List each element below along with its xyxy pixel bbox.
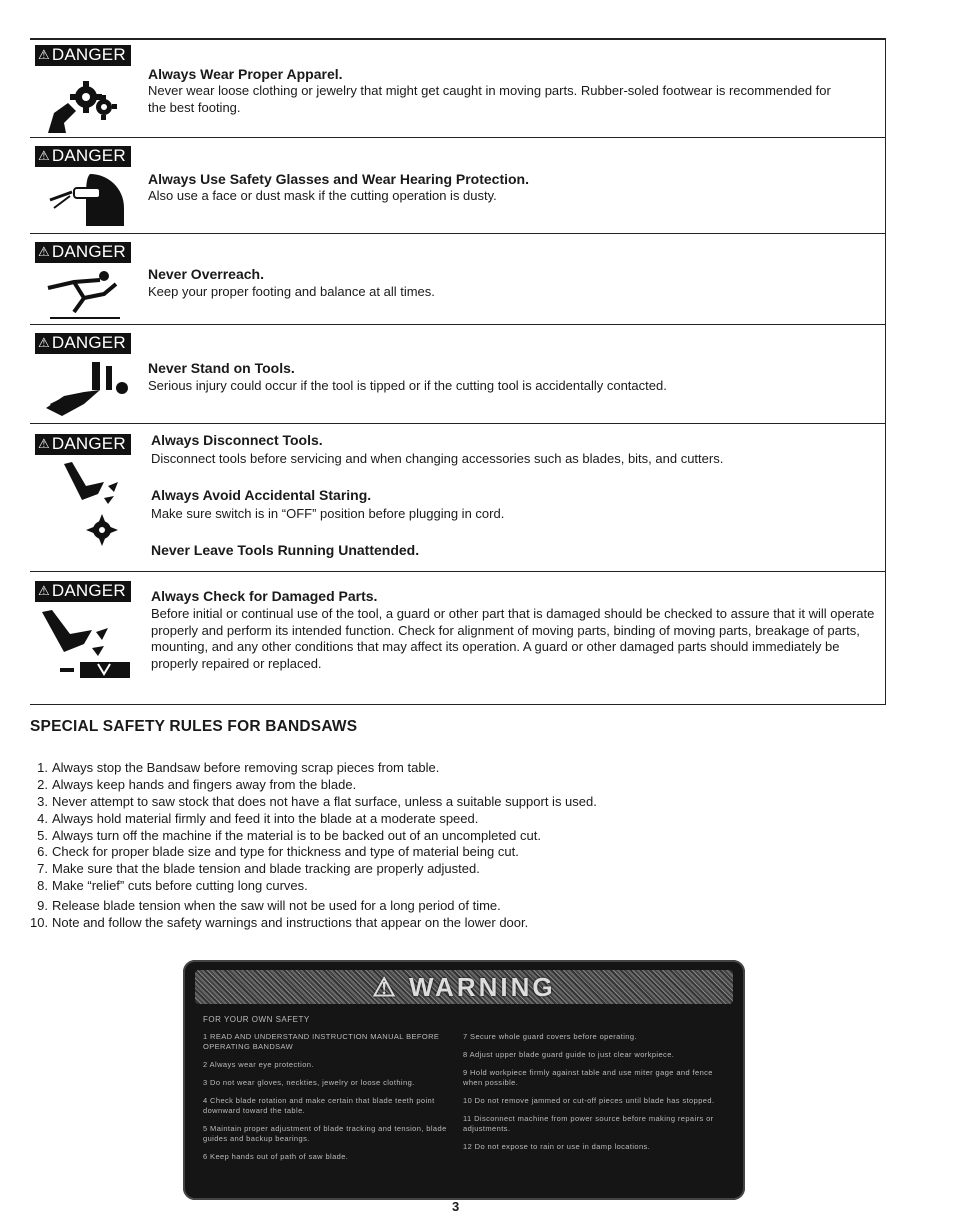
rule-number: 6.: [37, 844, 48, 860]
item-body: Before initial or continual use of the tool, a guard or other part that is damaged should be checked to assure that it will operate properly and perform its intended function. Check for alignment of moving parts, binding of moving parts, breakage of parts, mounting, and any other conditions that may affect its operation. A guard or other damaged parts should immediately be properly repaired or replaced.: [151, 606, 875, 671]
overreach-figure-icon: [44, 268, 124, 320]
item-body: Disconnect tools before servicing and when changing accessories such as blades, bits, and cutters.: [151, 451, 724, 466]
divider: [30, 137, 885, 138]
rule-item: [30, 844, 597, 861]
safety-glasses-head-icon: [46, 170, 126, 230]
rule-number: 9.: [37, 898, 48, 914]
danger-badge: ⚠ DANGER: [35, 45, 131, 66]
item-title: Never Overreach.: [148, 266, 264, 282]
warning-label-item: 7 Secure whole guard covers before operating.: [463, 1032, 637, 1041]
item-body: Make sure switch is in “OFF” position before plugging in cord.: [151, 506, 505, 521]
rule-number: 10.: [30, 915, 49, 931]
gear-hand-icon: [46, 75, 121, 135]
warning-label-item: 11 Disconnect machine from power source before making repairs or adjustments.: [463, 1114, 714, 1133]
rule-text: Always turn off the machine if the material is to be backed out of an uncompleted cut.: [52, 827, 541, 843]
rule-item: [30, 861, 597, 878]
warning-label-left-column: [203, 1032, 453, 1170]
warning-label-right-column: [463, 1032, 733, 1160]
rule-item: [30, 878, 597, 895]
warning-label-item: 4 Check blade rotation and make certain that blade teeth point downward toward the table.: [203, 1096, 435, 1115]
warning-label-item: 10 Do not remove jammed or cut-off pieces until blade has stopped.: [463, 1096, 715, 1105]
item-title: Always Check for Damaged Parts.: [151, 588, 378, 604]
warning-label-image: [183, 960, 745, 1200]
rule-number: 1.: [37, 760, 48, 775]
rule-item: [30, 811, 597, 828]
item-body: Also use a face or dust mask if the cutting operation is dusty.: [148, 188, 497, 203]
danger-badge: ⚠ DANGER: [35, 146, 131, 167]
item-title: Always Wear Proper Apparel.: [148, 66, 343, 82]
warning-label-item: 8 Adjust upper blade guard guide to just clear workpiece.: [463, 1050, 675, 1059]
warning-label-item: 1 READ AND UNDERSTAND INSTRUCTION MANUAL BEFORE OPERATING BANDSAW: [203, 1032, 440, 1051]
divider: [30, 571, 885, 572]
rule-item: [30, 828, 597, 845]
rule-item: [30, 777, 597, 794]
danger-badge: ⚠ DANGER: [35, 434, 131, 455]
rule-number: 4.: [37, 810, 48, 826]
item-body: Keep your proper footing and balance at all times.: [148, 284, 435, 299]
warning-label-item: 5 Maintain proper adjustment of blade tracking and tension, blade guides and backup bearings.: [203, 1124, 447, 1143]
warning-label-title: ⚠ WARNING: [372, 972, 556, 1002]
item-title: Always Use Safety Glasses and Wear Hearing Protection.: [148, 171, 530, 187]
rule-text: Release blade tension when the saw will not be used for a long period of time.: [52, 898, 501, 914]
rule-number: 7.: [37, 861, 48, 877]
warning-label-item: 3 Do not wear gloves, neckties, jewelry or loose clothing.: [203, 1078, 415, 1087]
divider: [30, 233, 885, 234]
rule-item: [30, 898, 597, 915]
item-body: Serious injury could occur if the tool is tipped or if the cutting tool is accidentally contacted.: [148, 378, 667, 393]
item-title: Always Disconnect Tools.: [151, 432, 323, 448]
hand-damaged-part-icon: [40, 608, 134, 680]
danger-badge: ⚠ DANGER: [35, 333, 131, 354]
divider: [30, 423, 885, 424]
rule-text: Always keep hands and fingers away from the blade.: [52, 776, 357, 792]
item-title: Never Stand on Tools.: [148, 360, 295, 376]
item-title: Never Leave Tools Running Unattended.: [151, 542, 420, 558]
rule-item: [30, 915, 597, 932]
warning-label-item: 2 Always wear eye protection.: [203, 1060, 314, 1069]
warning-label-item: 9 Hold workpiece firmly against table and use miter gage and fence when possible.: [463, 1068, 713, 1087]
rule-text: Make “relief” cuts before cutting long curves.: [52, 878, 308, 894]
danger-badge: ⚠ DANGER: [35, 242, 131, 263]
rule-number: 8.: [37, 878, 48, 894]
rule-text: Note and follow the safety warnings and instructions that appear on the lower door.: [52, 915, 529, 931]
falling-figure-icon: [44, 360, 134, 418]
rule-item: [30, 794, 597, 811]
danger-badge: ⚠ DANGER: [35, 581, 131, 602]
rule-text: Always hold material firmly and feed it into the blade at a moderate speed.: [52, 810, 479, 826]
special-rules-heading: SPECIAL SAFETY RULES FOR BANDSAWS: [30, 718, 358, 735]
rule-text: Make sure that the blade tension and blade tracking are properly adjusted.: [52, 861, 480, 877]
warning-label-item: 12 Do not expose to rain or use in damp locations.: [463, 1142, 651, 1151]
warning-label-subtitle: FOR YOUR OWN SAFETY: [203, 1015, 310, 1024]
item-title: Always Avoid Accidental Staring.: [151, 487, 372, 503]
rule-number: 2.: [37, 776, 48, 792]
special-rules-list: [30, 760, 597, 932]
page-number: 3: [452, 1199, 460, 1214]
item-body: Never wear loose clothing or jewelry that might get caught in moving parts. Rubber-soled footwear is recommended for the best footing.: [148, 83, 831, 115]
rule-item: [30, 760, 597, 777]
hand-blade-icon: [62, 460, 132, 552]
divider: [30, 324, 885, 325]
rule-number: 5.: [37, 827, 48, 843]
warning-label-header: [195, 970, 733, 1004]
rule-text: Always stop the Bandsaw before removing scrap pieces from table.: [52, 760, 440, 775]
warning-label-item: 6 Keep hands out of path of saw blade.: [203, 1152, 349, 1161]
rule-text: Check for proper blade size and type for thickness and type of material being cut.: [52, 844, 519, 860]
rule-number: 3.: [37, 793, 48, 809]
rule-text: Never attempt to saw stock that does not have a flat surface, unless a suitable support is used.: [52, 793, 597, 809]
